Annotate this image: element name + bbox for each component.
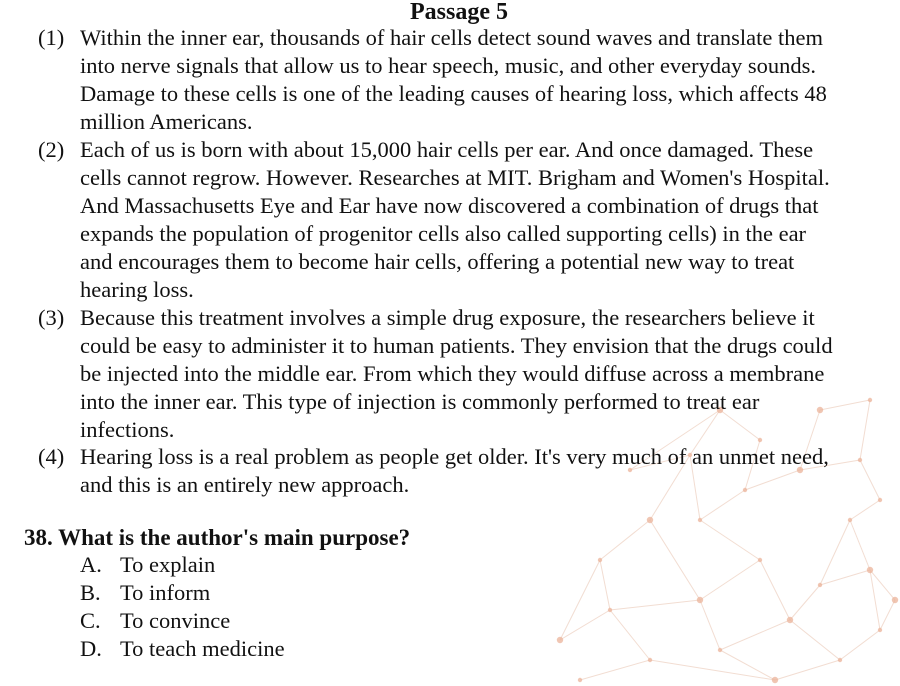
answer-option-b[interactable] [80, 579, 285, 607]
paragraph-1 [38, 24, 838, 136]
answer-options [80, 551, 285, 663]
option-letter: C. [80, 608, 101, 633]
paragraph-text: Each of us is born with about 15,000 hair cells per ear. And once damaged. These cells cannot regrow. However. Researches at MIT. Brigham and Women's Hospital. And Massachusetts Eye and Ear have now discovered a combination of drugs that expands the population of progenitor cells also called supporting cells) in the ear and encourages them to become hair cells, offering a potential new way to treat hearing loss. [80, 137, 830, 302]
paragraph-number: (4) [38, 444, 65, 469]
paragraph-number: (2) [38, 137, 65, 162]
option-text: To inform [120, 580, 211, 605]
option-letter: D. [80, 636, 102, 661]
paragraph-number: (3) [38, 305, 65, 330]
paragraph-text: Hearing loss is a real problem as people get older. It's very much of an unmet need, and this is an entirely new approach. [80, 444, 829, 497]
paragraph-3 [38, 304, 838, 444]
option-text: To convince [120, 608, 231, 633]
paragraph-4 [38, 443, 838, 499]
option-text: To teach medicine [120, 636, 285, 661]
option-letter: A. [80, 552, 102, 577]
paragraph-text: Within the inner ear, thousands of hair cells detect sound waves and translate them into nerve signals that allow us to hear speech, music, and other everyday sounds. Damage to these cells is one of the leading causes of hearing loss, which affects 48 million Americans. [80, 25, 827, 134]
option-letter: B. [80, 580, 101, 605]
answer-option-d[interactable] [80, 635, 285, 663]
option-text: To explain [120, 552, 216, 577]
paragraph-text: Because this treatment involves a simple drug exposure, the researchers believe it could be easy to administer it to human patients. They envision that the drugs could be injected into the middle ear. From which they would diffuse across a membrane into the inner ear. This type of injection is commonly performed to treat ear infections. [80, 305, 833, 442]
question-text: 38. What is the author's main purpose? [24, 525, 411, 550]
paragraph-number: (1) [38, 25, 65, 50]
paragraph-2 [38, 136, 838, 304]
passage-title: Passage 5 [410, 0, 508, 25]
answer-option-c[interactable] [80, 607, 285, 635]
answer-option-a[interactable] [80, 551, 285, 579]
